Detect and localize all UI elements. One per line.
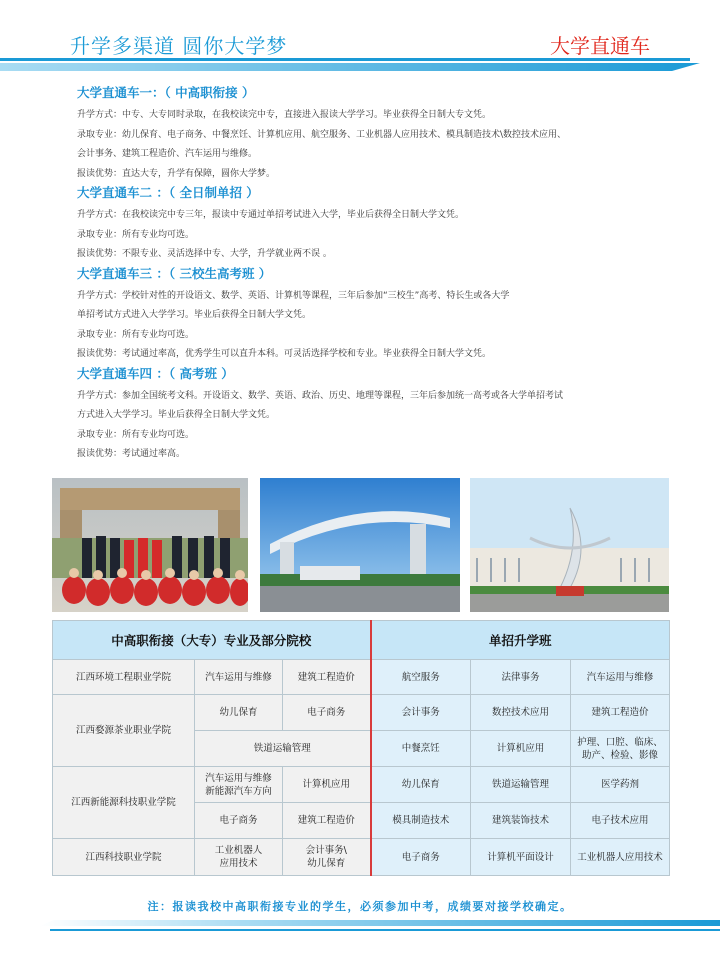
- section-3: [77, 265, 677, 365]
- school-cell: 江西婺源茶业职业学院: [53, 695, 195, 767]
- major-cell: 计算机应用: [283, 767, 371, 803]
- header-title: 大学直通车: [550, 34, 650, 58]
- section-line: 录取专业：所有专业均可选。: [77, 429, 195, 440]
- major-cell: 计算机平面设计: [471, 839, 571, 876]
- major-cell: 建筑工程造价: [283, 660, 371, 695]
- major-cell: 汽车运用与维修: [195, 660, 283, 695]
- section-line: 升学方式：学校针对性的开设语文、数学、英语、计算机等课程，三年后参加“三校生”高考、特长生或各大学: [77, 290, 510, 301]
- major-cell: [571, 731, 670, 767]
- section-line: 报读优势：考试通过率高，优秀学生可以直升本科。可灵活选择学校和专业。毕业获得全日制大学文凭。: [77, 349, 492, 359]
- major-cell: 建筑工程造价: [283, 803, 371, 839]
- major-cell-line: 幼儿保育: [307, 858, 346, 869]
- section-line: 会计事务、建筑工程造价、汽车运用与维修。: [77, 149, 258, 159]
- major-cell: 会计事务: [371, 695, 471, 731]
- major-cell: 计算机应用: [471, 731, 571, 767]
- major-cell-line: 护理、口腔、临床、: [577, 736, 663, 748]
- major-cell-line: 会计事务\: [305, 845, 347, 856]
- section-line: 录取专业：所有专业均可选。: [77, 229, 195, 240]
- table-header-right: 单招升学班: [371, 621, 670, 660]
- major-cell-line: 汽车运用与维修: [205, 772, 272, 784]
- major-cell: 幼儿保育: [371, 767, 471, 803]
- major-cell: 航空服务: [371, 660, 471, 695]
- section-line: 单招考试方式进入大学学习。毕业后获得全日制大学文凭。: [77, 310, 312, 320]
- major-cell-line: 新能源汽车方向: [205, 785, 272, 797]
- footer-rule: [50, 929, 720, 931]
- section-line: 报读优势：直达大专，升学有保障，圆你大学梦。: [77, 168, 276, 179]
- section-title: 大学直通车一：（ 中高职衔接 ）: [77, 85, 255, 100]
- page-header: [0, 0, 720, 70]
- major-cell: 数控技术应用: [471, 695, 571, 731]
- section-title: 大学直通车三 ：（ 三校生高考班 ）: [77, 265, 272, 281]
- program-sections: [77, 84, 677, 465]
- section-line: 升学方式：在我校读完中专三年，报读中专通过单招考试进入大学，毕业后获得全日制大学文凭。: [77, 210, 465, 220]
- students-gate-photo: [52, 478, 248, 612]
- major-cell: 中餐烹饪: [371, 731, 471, 767]
- major-cell-line: 助产、检验、影像: [582, 749, 659, 761]
- major-cell: 铁道运输管理: [471, 767, 571, 803]
- section-line: 报读优势：不限专业、灵活选择中专、大学，升学就业两不误 。: [77, 249, 332, 259]
- major-cell-line: 应用技术: [219, 858, 258, 869]
- footer-bar: [40, 920, 720, 926]
- header-bar: [0, 63, 700, 71]
- section-line: 录取专业：幼儿保育、电子商务、中餐烹饪、计算机应用、航空服务、工业机器人应用技术、模具制造技术\数控技术应用、: [77, 129, 567, 140]
- section-title: 大学直通车二 ：（ 全日制单招 ）: [77, 185, 259, 200]
- photo-strip: [52, 478, 669, 612]
- section-2: [77, 184, 677, 265]
- major-cell: 幼儿保育: [195, 695, 283, 731]
- school-cell: 江西科技职业学院: [53, 839, 195, 876]
- major-cell: 汽车运用与维修: [571, 660, 670, 695]
- major-cell: [195, 767, 283, 803]
- majors-table: [52, 620, 669, 872]
- major-cell: 铁道运输管理: [195, 731, 371, 767]
- header-slogan: 升学多渠道 圆你大学梦: [70, 34, 288, 58]
- major-cell: 建筑工程造价: [571, 695, 670, 731]
- section-4: [77, 365, 677, 465]
- major-cell: [283, 839, 371, 876]
- school-cell: 江西新能源科技职业学院: [53, 767, 195, 839]
- footer-note: 注：报读我校中高职衔接专业的学生，必须参加中考，成绩要对接学校确定。: [147, 900, 573, 913]
- section-line: 方式进入大学学习。毕业后获得全日制大学文凭。: [77, 410, 276, 420]
- major-cell: 工业机器人应用技术: [571, 839, 670, 876]
- major-cell: 电子商务: [371, 839, 471, 876]
- section-line: 录取专业：所有专业均可选。: [77, 329, 195, 340]
- major-cell: 建筑装饰技术: [471, 803, 571, 839]
- major-cell: 医学药剂: [571, 767, 670, 803]
- major-cell: 模具制造技术: [371, 803, 471, 839]
- major-cell-line: 工业机器人: [214, 845, 263, 856]
- major-cell: 电子技术应用: [571, 803, 670, 839]
- table-header-left: 中高职衔接（大专）专业及部分院校: [53, 621, 371, 660]
- section-line: 升学方式：参加全国统考文科。开设语文、数学、英语、政治、历史、地理等课程，三年后参加统一高考或各大学单招考试: [77, 390, 564, 401]
- major-cell: 电子商务: [195, 803, 283, 839]
- section-title: 大学直通车四 ：（ 高考班 ）: [77, 365, 234, 381]
- section-line: 升学方式：中专、大专同时录取，在我校读完中专，直接进入报读大学学习。毕业获得全日制大专文凭。: [77, 110, 492, 120]
- school-cell: 江西环境工程职业学院: [53, 660, 195, 695]
- section-line: 报读优势：考试通过率高。: [77, 449, 186, 459]
- major-cell: 法律事务: [471, 660, 571, 695]
- major-cell: 电子商务: [283, 695, 371, 731]
- section-1: [77, 84, 677, 184]
- school-arch-photo: [260, 478, 460, 612]
- header-rule: [0, 58, 690, 61]
- sculpture-campus-photo: [470, 478, 669, 612]
- major-cell: [195, 839, 283, 876]
